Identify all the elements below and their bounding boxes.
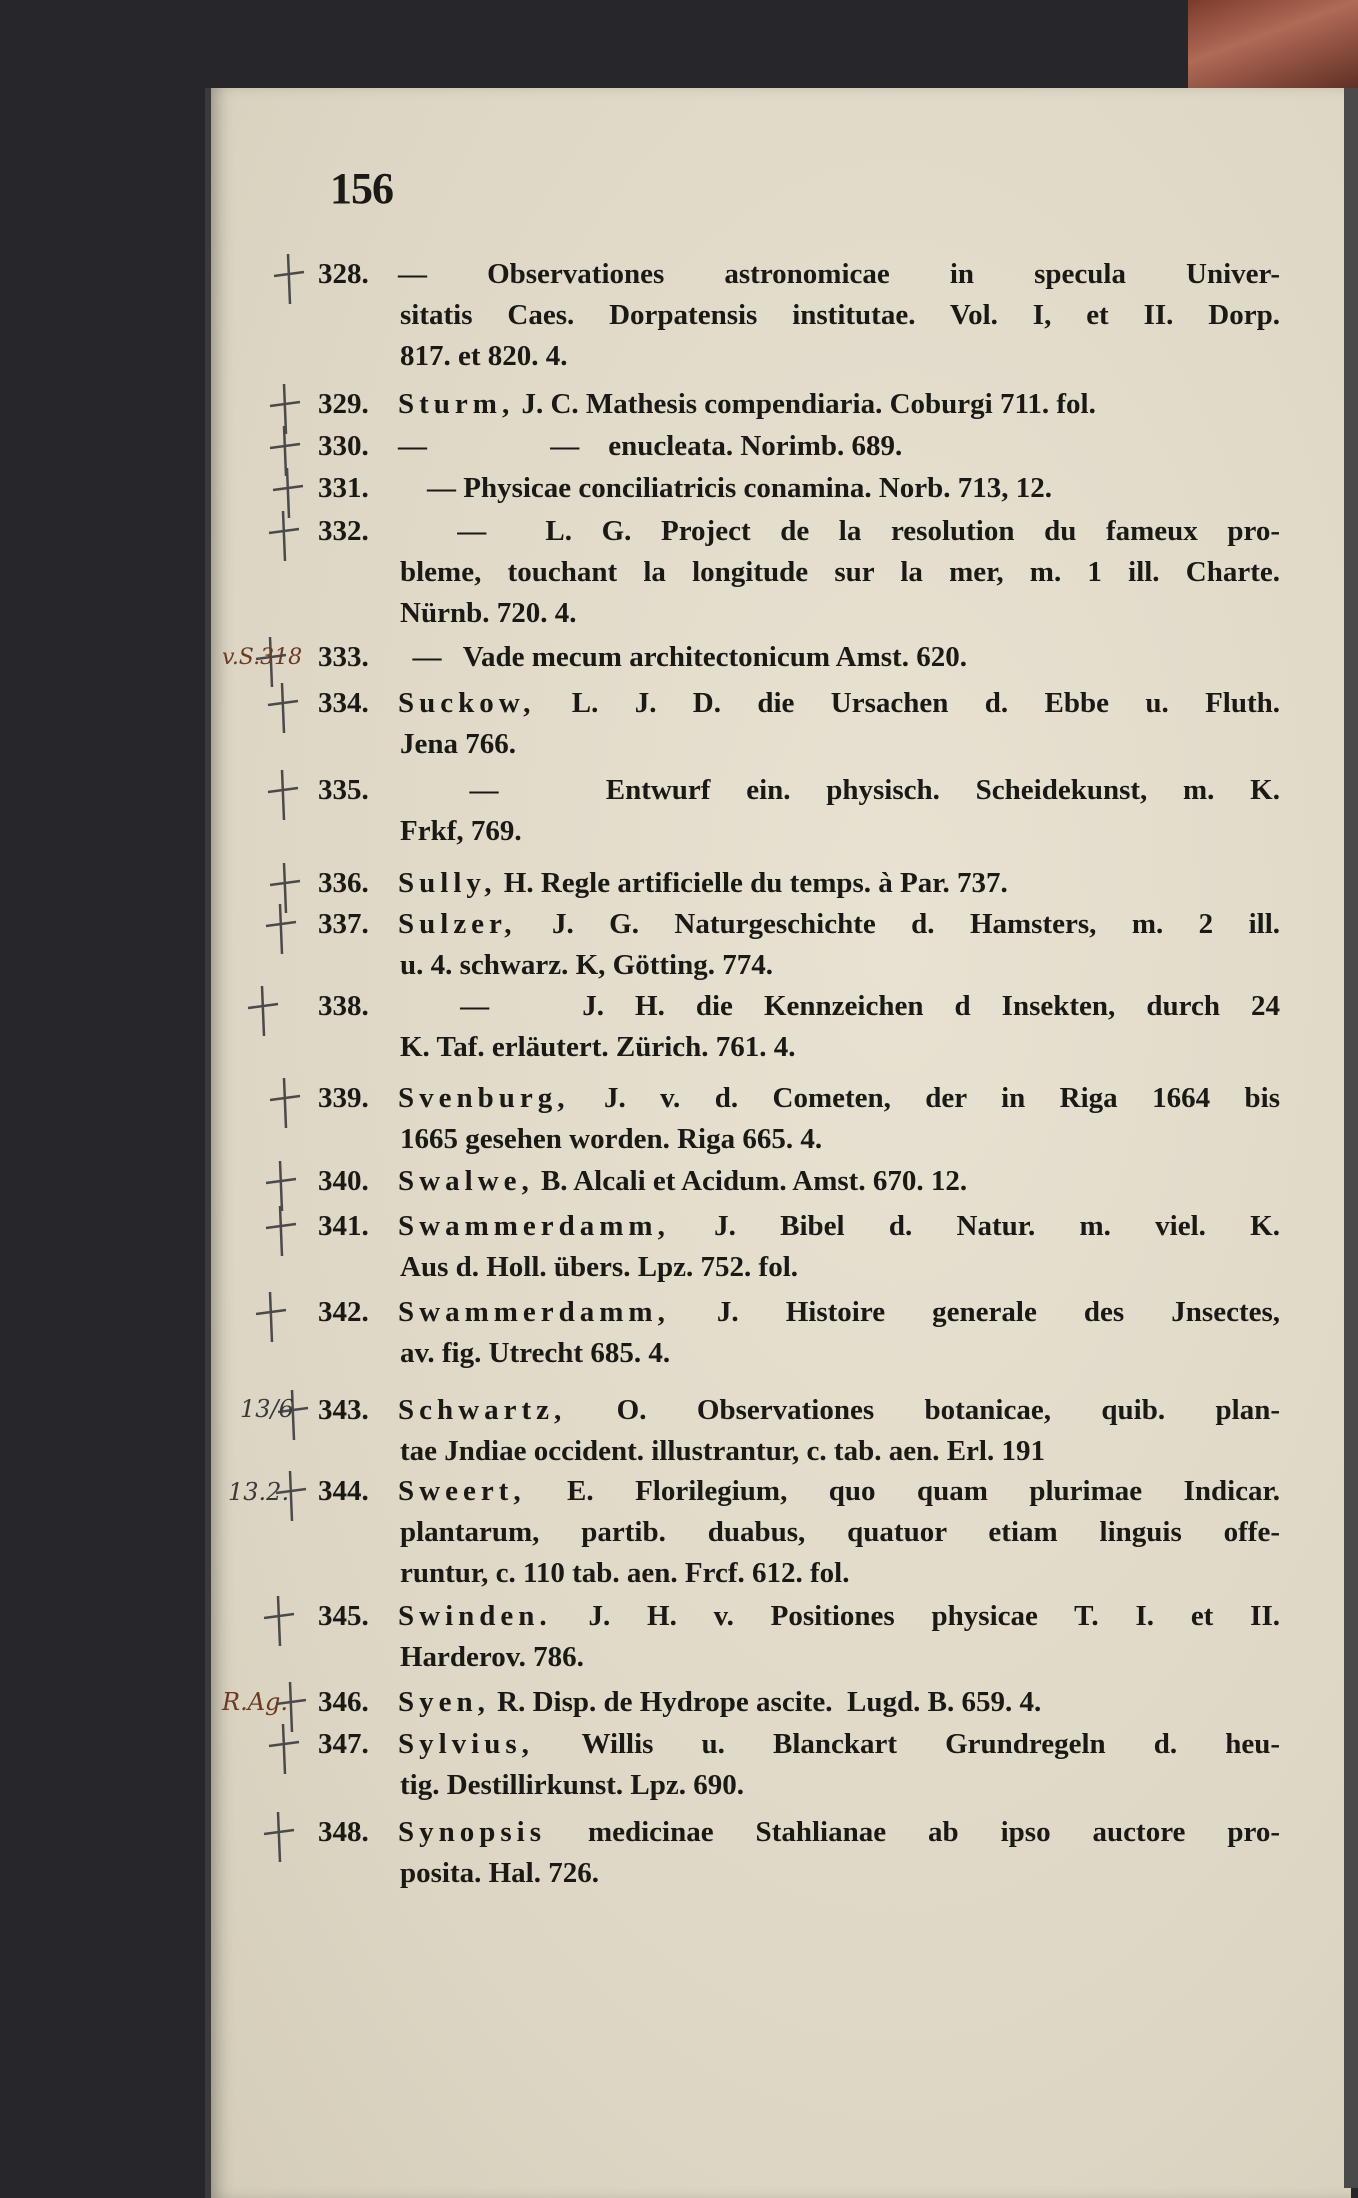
pencil-cross-mark — [256, 1292, 286, 1342]
entry-author: Swammerdamm, — [398, 1210, 670, 1242]
entry-number: 340. — [318, 1165, 369, 1197]
entry-text: J. Histoire generale des Jnsectes, — [716, 1296, 1281, 1328]
entry-text: — L. G. Project de la resolution du fameux pro- — [398, 515, 1280, 547]
entry-number: 341. — [318, 1210, 369, 1242]
pencil-cross-mark — [248, 986, 278, 1036]
entry-author: Synopsis — [398, 1816, 547, 1848]
pencil-cross-mark — [264, 1812, 294, 1862]
pencil-cross-mark — [266, 1161, 296, 1211]
entry-number: 328. — [318, 258, 369, 290]
entry-number: 346. — [318, 1686, 369, 1718]
entry-text: Jena 766. — [400, 728, 516, 760]
pencil-cross-mark — [266, 1206, 296, 1256]
pencil-cross-mark — [266, 904, 296, 954]
entry-text: posita. Hal. 726. — [400, 1857, 599, 1889]
entry-text: — Vade mecum architectonicum Amst. 620. — [398, 641, 967, 673]
pencil-cross-mark — [264, 1596, 294, 1646]
pencil-cross-mark — [273, 468, 303, 518]
entry-number: 347. — [318, 1728, 369, 1760]
entry-author: Sweert, — [398, 1475, 526, 1507]
entry-author: Sulzer, — [398, 908, 517, 940]
entry-text: sitatis Caes. Dorpatensis institutae. Vol. I, et II. Dorp. — [400, 299, 1280, 331]
entry-author: Sturm, — [398, 388, 515, 420]
entry-text: plantarum, partib. duabus, quatuor etiam linguis offe- — [400, 1516, 1280, 1548]
entry-author: Suckow, — [398, 687, 536, 719]
entry-number: 337. — [318, 908, 369, 940]
pencil-cross-mark — [268, 683, 298, 733]
entry-number: 331. — [318, 472, 369, 504]
entry-number: 329. — [318, 388, 369, 420]
entry-text: J. v. d. Cometen, der in Riga 1664 bis — [603, 1082, 1281, 1114]
entry-text: bleme, touchant la longitude sur la mer, m. 1 ill. Charte. — [400, 556, 1280, 588]
entry-author: Swammerdamm, — [398, 1296, 670, 1328]
entry-text: Harderov. 786. — [400, 1641, 584, 1673]
entry-text: 817. et 820. 4. — [400, 340, 568, 372]
pencil-cross-mark — [269, 1724, 299, 1774]
entry-author: Sully, — [398, 867, 497, 899]
entry-author: Syen, — [398, 1686, 490, 1718]
entry-text: J. C. Mathesis compendiaria. Coburgi 711. fol. — [521, 388, 1096, 420]
entry-number: 339. — [318, 1082, 369, 1114]
entry-text: av. fig. Utrecht 685. 4. — [400, 1337, 671, 1369]
pencil-cross-mark — [268, 770, 298, 820]
entry-text: R. Disp. de Hydrope ascite. Lugd. B. 659. 4. — [497, 1686, 1042, 1718]
entry-text: tae Jndiae occident. illustrantur, c. tab. aen. Erl. 191 — [400, 1435, 1045, 1467]
entry-author: Swinden. — [398, 1600, 552, 1632]
entry-text: medicinae Stahlianae ab ipso auctore pro- — [587, 1816, 1281, 1848]
entry-number: 336. — [318, 867, 369, 899]
entry-text: L. J. D. die Ursachen d. Ebbe u. Fluth. — [571, 687, 1281, 719]
entry-number: 335. — [318, 774, 369, 806]
margin-note-344: 13.2. — [228, 1478, 290, 1506]
margin-note-343: 13/6 — [240, 1395, 294, 1423]
entry-number: 338. — [318, 990, 369, 1022]
entry-text: J. G. Naturgeschichte d. Hamsters, m. 2 ill. — [551, 908, 1281, 940]
pencil-cross-mark — [270, 1078, 300, 1128]
entry-number: 334. — [318, 687, 369, 719]
entry-text: tig. Destillirkunst. Lpz. 690. — [400, 1769, 744, 1801]
entry-number: 343. — [318, 1394, 369, 1426]
entry-author: Schwartz, — [398, 1394, 567, 1426]
margin-note-333: v.S.318 — [222, 645, 303, 670]
entry-number: 342. — [318, 1296, 369, 1328]
entry-author: Svenburg, — [398, 1082, 570, 1114]
entry-text: Frkf, 769. — [400, 815, 522, 847]
entry-author: Sylvius, — [398, 1728, 534, 1760]
pencil-cross-mark — [274, 254, 304, 304]
page-number: 156 — [330, 164, 393, 213]
pencil-cross-mark — [270, 863, 300, 913]
entry-text: J. Bibel d. Natur. m. viel. K. — [714, 1210, 1280, 1242]
entry-text: J. H. v. Positiones physicae T. I. et II. — [588, 1600, 1280, 1632]
entry-number: 345. — [318, 1600, 369, 1632]
entry-text: u. 4. schwarz. K, Götting. 774. — [400, 949, 773, 981]
entry-number: 332. — [318, 515, 369, 547]
entry-text: H. Regle artificielle du temps. à Par. 737. — [503, 867, 1008, 899]
entry-text: Nürnb. 720. 4. — [400, 597, 577, 629]
entry-number: 344. — [318, 1475, 369, 1507]
margin-note-346: R.Ag. — [222, 1688, 289, 1716]
entry-text: B. Alcali et Acidum. Amst. 670. 12. — [540, 1165, 968, 1197]
entry-text: O. Observationes botanicae, quib. plan- — [616, 1394, 1280, 1426]
entry-text: — Entwurf ein. physisch. Scheidekunst, m. K. — [398, 774, 1280, 806]
entry-number: 330. — [318, 430, 369, 462]
entry-text: 1665 gesehen worden. Riga 665. 4. — [400, 1123, 823, 1155]
entry-text: Aus d. Holl. übers. Lpz. 752. fol. — [400, 1251, 798, 1283]
entry-text: E. Florilegium, quo quam plurimae Indicar. — [567, 1475, 1280, 1507]
entry-text: K. Taf. erläutert. Zürich. 761. 4. — [400, 1031, 796, 1063]
entry-author: Swalwe, — [398, 1165, 534, 1197]
entry-number: 333. — [318, 641, 369, 673]
pencil-cross-mark — [270, 426, 300, 476]
entry-text: — Physicae conciliatricis conamina. Norb. 713, 12. — [398, 472, 1053, 504]
entry-text: runtur, c. 110 tab. aen. Frcf. 612. fol. — [400, 1557, 850, 1589]
entry-text: — Observationes astronomicae in specula Univer- — [398, 258, 1280, 290]
pencil-cross-mark — [269, 511, 299, 561]
entry-text: — J. H. die Kennzeichen d Insekten, durch 24 — [398, 990, 1280, 1022]
entry-number: 348. — [318, 1816, 369, 1848]
entry-text: — — enucleata. Norimb. 689. — [398, 430, 903, 462]
entry-text: Willis u. Blanckart Grundregeln d. heu- — [581, 1728, 1280, 1760]
